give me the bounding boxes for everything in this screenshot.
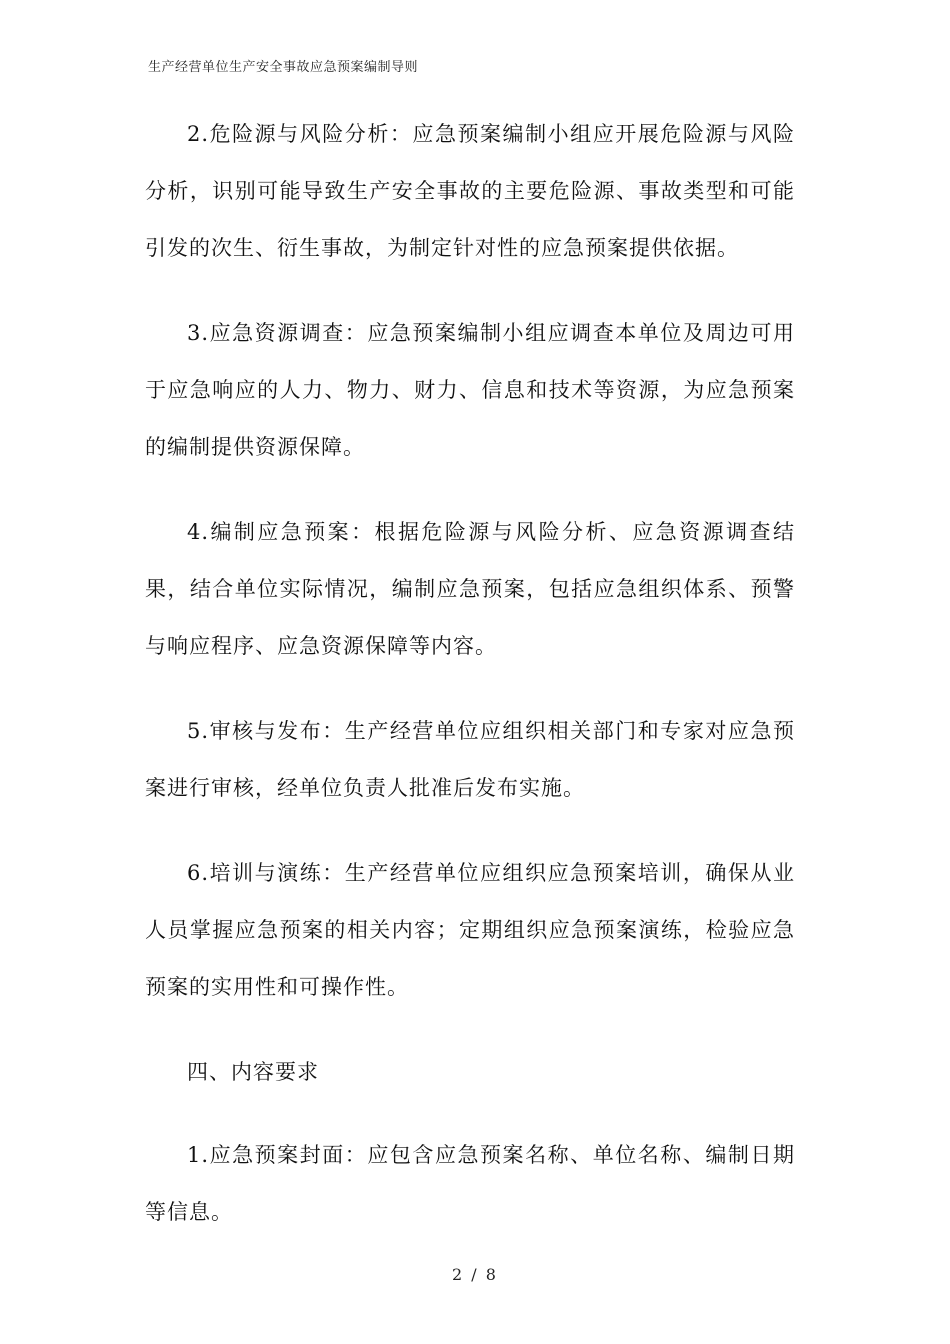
body-text [145,106,795,1269]
paragraph-review-and-release: 5.审核与发布：生产经营单位应组织相关部门和专家对应急预案进行审核，经单位负责人批准后发布实施。 [145,719,795,800]
paragraph-emergency-resource-survey: 3.应急资源调查：应急预案编制小组应调查本单位及周边可用于应急响应的人力、物力、财力、信息和技术等资源，为应急预案的编制提供资源保障。 [145,321,795,459]
running-header: 生产经营单位生产安全事故应急预案编制导则 [148,60,419,75]
paragraph-plan-cover: 1.应急预案封面：应包含应急预案名称、单位名称、编制日期等信息。 [145,1143,795,1224]
paragraph-training-and-drills: 6.培训与演练：生产经营单位应组织应急预案培训，确保从业人员掌握应急预案的相关内容；定期组织应急预案演练，检验应急预案的实用性和可操作性。 [145,861,795,999]
page-number: 2 / 8 [452,1265,498,1284]
section-heading-content-requirements: 四、内容要求 [187,1060,319,1084]
paragraph-hazard-risk-analysis: 2.危险源与风险分析：应急预案编制小组应开展危险源与风险分析，识别可能导致生产安全事故的主要危险源、事故类型和可能引发的次生、衍生事故，为制定针对性的应急预案提供依据。 [145,122,795,260]
paragraph-compile-emergency-plan: 4.编制应急预案：根据危险源与风险分析、应急资源调查结果，结合单位实际情况，编制应急预案，包括应急组织体系、预警与响应程序、应急资源保障等内容。 [145,520,795,658]
